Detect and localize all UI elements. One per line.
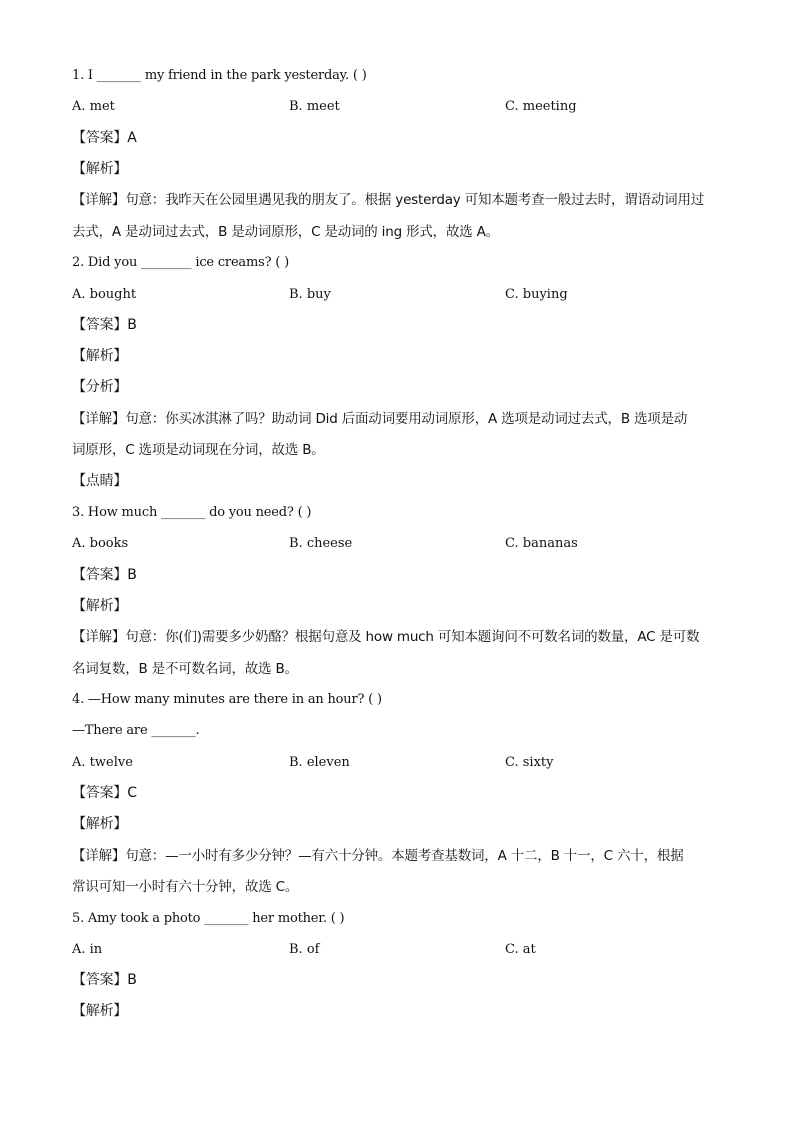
question-3-option-b: B. cheese: [289, 536, 353, 551]
question-5-stem: 5. Amy took a photo _______ her mother. ( ): [72, 911, 345, 926]
question-2-option-b: B. buy: [289, 287, 331, 302]
question-5-analysis-heading: 【解析】: [72, 1003, 128, 1019]
question-3-analysis-heading: 【解析】: [72, 598, 128, 614]
question-1-option-c: C. meeting: [505, 99, 577, 114]
question-4-answer: 【答案】C: [72, 785, 137, 801]
question-3-detail-line-1: 【详解】句意：你(们)需要多少奶酪？根据句意及 how much 可知本题询问不可数名词的数量，AC 是可数: [72, 629, 700, 645]
question-4-option-c: C. sixty: [505, 755, 554, 770]
question-2-dianjing-heading: 【点睛】: [72, 473, 128, 489]
question-2-analysis-heading: 【解析】: [72, 348, 128, 364]
question-1-answer: 【答案】A: [72, 130, 137, 146]
question-2-option-c: C. buying: [505, 287, 568, 302]
question-2-detail-line-1: 【详解】句意：你买冰淇淋了吗？助动词 Did 后面动词要用动词原形，A 选项是动词过去式，B 选项是动: [72, 411, 688, 427]
question-3-detail-line-2: 名词复数，B 是不可数名词，故选 B。: [72, 661, 298, 677]
question-4-stem-reply: —There are _______.: [72, 723, 200, 738]
question-4-detail-line-1: 【详解】句意：—一小时有多少分钟？—有六十分钟。本题考查基数词，A 十二，B 十一，C 六十，根据: [72, 848, 684, 864]
question-5-option-a: A. in: [72, 942, 103, 957]
question-3-option-a: A. books: [72, 536, 129, 551]
question-1-detail-line-2: 去式，A 是动词过去式，B 是动词原形，C 是动词的 ing 形式，故选 A。: [72, 224, 499, 240]
question-2-option-a: A. bought: [72, 287, 137, 302]
question-1-option-b: B. meet: [289, 99, 340, 114]
question-2-stem: 2. Did you ________ ice creams? ( ): [72, 255, 289, 270]
question-3-stem: 3. How much _______ do you need? ( ): [72, 505, 312, 520]
question-2-answer: 【答案】B: [72, 317, 137, 333]
question-5-option-b: B. of: [289, 942, 320, 957]
question-1-detail-line-1: 【详解】句意：我昨天在公园里遇见我的朋友了。根据 yesterday 可知本题考查一般过去时，谓语动词用过: [72, 192, 705, 208]
question-4-analysis-heading: 【解析】: [72, 816, 128, 832]
question-3-answer: 【答案】B: [72, 567, 137, 583]
question-5-option-c: C. at: [505, 942, 536, 957]
question-2-fenxi-heading: 【分析】: [72, 379, 128, 395]
question-1-stem: 1. I _______ my friend in the park yesterday. ( ): [72, 68, 367, 83]
question-3-option-c: C. bananas: [505, 536, 578, 551]
question-1-analysis-heading: 【解析】: [72, 161, 128, 177]
question-1-option-a: A. met: [72, 99, 115, 114]
question-4-stem: 4. —How many minutes are there in an hour? ( ): [72, 692, 382, 707]
question-4-option-b: B. eleven: [289, 755, 350, 770]
question-5-answer: 【答案】B: [72, 972, 137, 988]
question-4-detail-line-2: 常识可知一小时有六十分钟，故选 C。: [72, 879, 299, 895]
question-2-detail-line-2: 词原形，C 选项是动词现在分词，故选 B。: [72, 442, 325, 458]
question-4-option-a: A. twelve: [72, 755, 133, 770]
